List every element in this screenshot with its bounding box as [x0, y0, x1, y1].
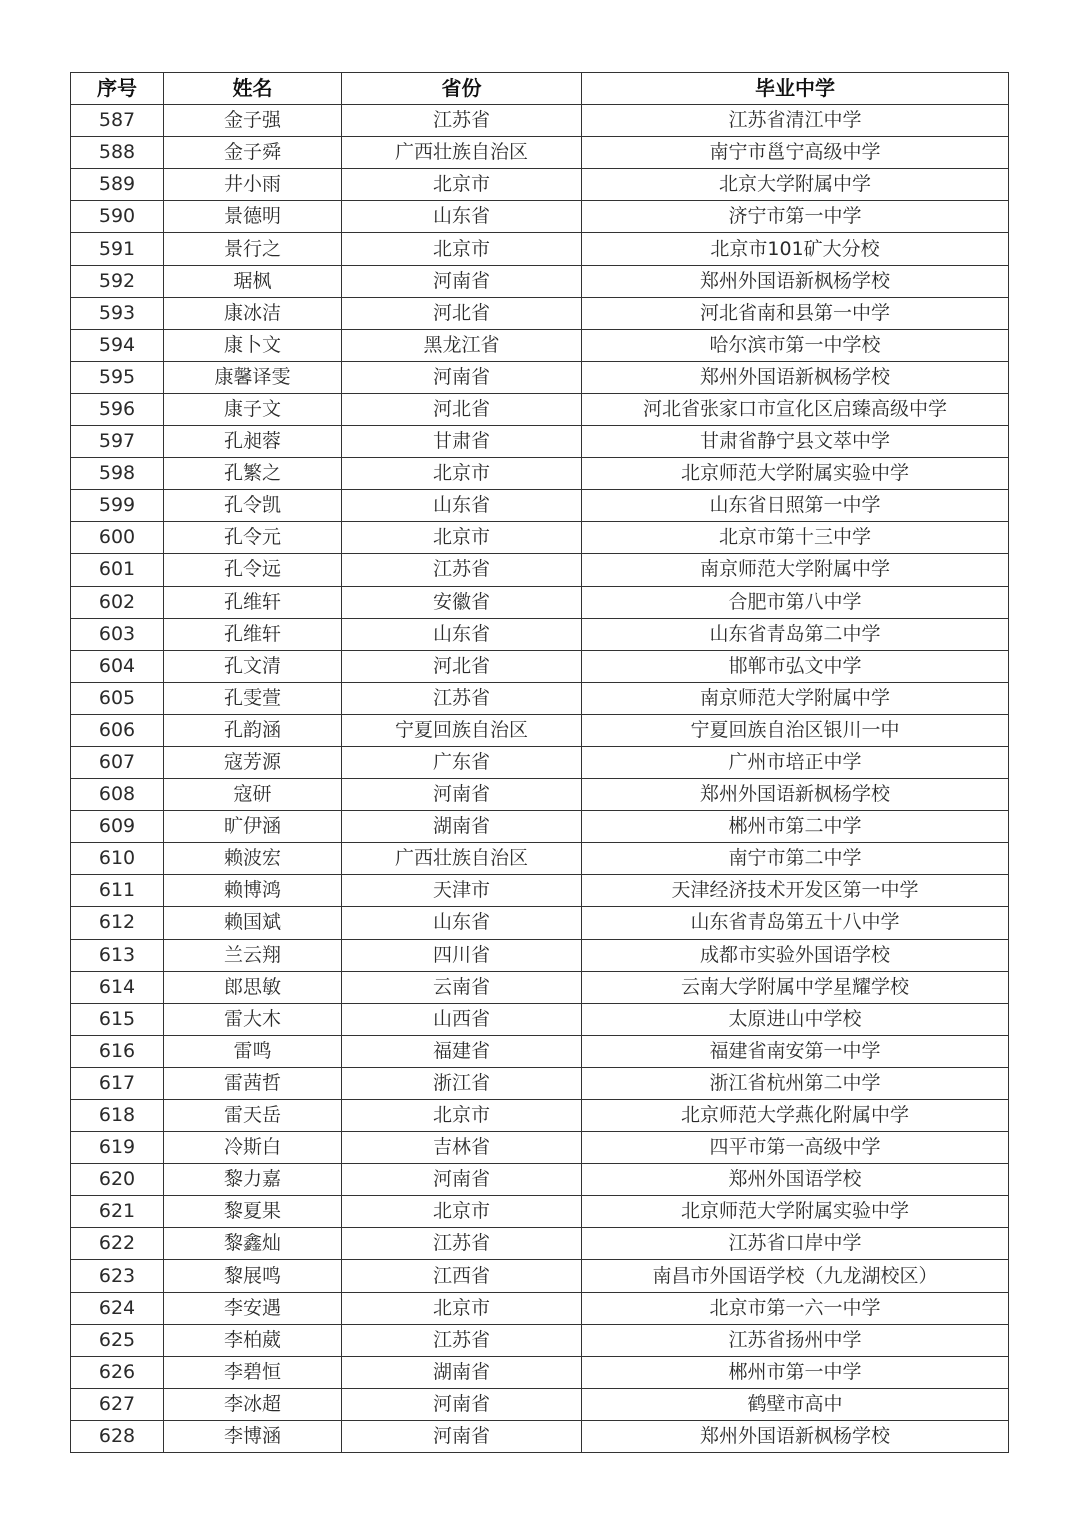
cell-name: 金子舜 — [164, 137, 342, 169]
cell-serial-number: 613 — [71, 939, 164, 971]
cell-serial-number: 623 — [71, 1260, 164, 1292]
cell-province: 河北省 — [342, 650, 582, 682]
cell-province: 广西壮族自治区 — [342, 137, 582, 169]
table-row — [71, 1132, 1009, 1164]
cell-serial-number: 625 — [71, 1324, 164, 1356]
cell-high-school: 福建省南安第一中学 — [582, 1035, 1009, 1067]
cell-high-school: 郴州市第一中学 — [582, 1356, 1009, 1388]
table-row — [71, 201, 1009, 233]
cell-serial-number: 612 — [71, 907, 164, 939]
cell-high-school: 北京师范大学燕化附属中学 — [582, 1100, 1009, 1132]
cell-province: 江苏省 — [342, 682, 582, 714]
cell-province: 河北省 — [342, 393, 582, 425]
table-row — [71, 971, 1009, 1003]
cell-high-school: 北京大学附属中学 — [582, 169, 1009, 201]
table-row — [71, 105, 1009, 137]
cell-serial-number: 620 — [71, 1164, 164, 1196]
cell-serial-number: 610 — [71, 843, 164, 875]
cell-high-school: 哈尔滨市第一中学校 — [582, 329, 1009, 361]
cell-province: 北京市 — [342, 1196, 582, 1228]
cell-province: 山东省 — [342, 907, 582, 939]
cell-serial-number: 596 — [71, 393, 164, 425]
cell-serial-number: 598 — [71, 458, 164, 490]
cell-province: 江苏省 — [342, 554, 582, 586]
cell-name: 赖波宏 — [164, 843, 342, 875]
cell-high-school: 郑州外国语新枫杨学校 — [582, 361, 1009, 393]
cell-serial-number: 591 — [71, 233, 164, 265]
table-row — [71, 875, 1009, 907]
cell-serial-number: 587 — [71, 105, 164, 137]
table-row — [71, 682, 1009, 714]
table-row — [71, 265, 1009, 297]
roster-table-container — [70, 72, 1008, 1453]
cell-high-school: 江苏省口岸中学 — [582, 1228, 1009, 1260]
cell-name: 赖国斌 — [164, 907, 342, 939]
cell-province: 河南省 — [342, 265, 582, 297]
cell-province: 江苏省 — [342, 105, 582, 137]
cell-province: 江苏省 — [342, 1324, 582, 1356]
cell-high-school: 天津经济技术开发区第一中学 — [582, 875, 1009, 907]
cell-name: 雷鸣 — [164, 1035, 342, 1067]
cell-serial-number: 597 — [71, 426, 164, 458]
cell-name: 雷茜哲 — [164, 1067, 342, 1099]
cell-name: 孔令元 — [164, 522, 342, 554]
table-row — [71, 618, 1009, 650]
cell-name: 景德明 — [164, 201, 342, 233]
cell-province: 北京市 — [342, 522, 582, 554]
cell-name: 康子文 — [164, 393, 342, 425]
cell-high-school: 江苏省清江中学 — [582, 105, 1009, 137]
cell-high-school: 山东省日照第一中学 — [582, 490, 1009, 522]
cell-name: 琚枫 — [164, 265, 342, 297]
cell-high-school: 南宁市第二中学 — [582, 843, 1009, 875]
cell-province: 云南省 — [342, 971, 582, 1003]
cell-province: 山东省 — [342, 618, 582, 650]
cell-serial-number: 611 — [71, 875, 164, 907]
cell-province: 河南省 — [342, 1164, 582, 1196]
table-row — [71, 1324, 1009, 1356]
cell-high-school: 山东省青岛第五十八中学 — [582, 907, 1009, 939]
header-high-school: 毕业中学 — [582, 73, 1009, 105]
table-row — [71, 1035, 1009, 1067]
cell-high-school: 郑州外国语新枫杨学校 — [582, 1420, 1009, 1452]
table-row — [71, 233, 1009, 265]
cell-high-school: 南昌市外国语学校（九龙湖校区） — [582, 1260, 1009, 1292]
cell-name: 孔繁之 — [164, 458, 342, 490]
cell-province: 北京市 — [342, 233, 582, 265]
cell-high-school: 南宁市邕宁高级中学 — [582, 137, 1009, 169]
table-row — [71, 811, 1009, 843]
cell-high-school: 四平市第一高级中学 — [582, 1132, 1009, 1164]
cell-province: 黑龙江省 — [342, 329, 582, 361]
cell-name: 孔令远 — [164, 554, 342, 586]
cell-province: 北京市 — [342, 1292, 582, 1324]
cell-province: 山东省 — [342, 490, 582, 522]
cell-province: 山东省 — [342, 201, 582, 233]
cell-province: 河南省 — [342, 779, 582, 811]
cell-high-school: 浙江省杭州第二中学 — [582, 1067, 1009, 1099]
table-row — [71, 1003, 1009, 1035]
cell-serial-number: 605 — [71, 682, 164, 714]
cell-name: 赖博鸿 — [164, 875, 342, 907]
cell-high-school: 成都市实验外国语学校 — [582, 939, 1009, 971]
cell-high-school: 北京市第一六一中学 — [582, 1292, 1009, 1324]
cell-province: 浙江省 — [342, 1067, 582, 1099]
cell-serial-number: 599 — [71, 490, 164, 522]
table-row — [71, 554, 1009, 586]
table-row — [71, 329, 1009, 361]
cell-serial-number: 606 — [71, 714, 164, 746]
table-row — [71, 1388, 1009, 1420]
cell-province: 四川省 — [342, 939, 582, 971]
cell-province: 江西省 — [342, 1260, 582, 1292]
table-row — [71, 1164, 1009, 1196]
table-row — [71, 586, 1009, 618]
cell-name: 康冰洁 — [164, 297, 342, 329]
cell-serial-number: 609 — [71, 811, 164, 843]
table-row — [71, 1100, 1009, 1132]
cell-serial-number: 618 — [71, 1100, 164, 1132]
cell-name: 黎展鸣 — [164, 1260, 342, 1292]
cell-name: 李安遇 — [164, 1292, 342, 1324]
cell-serial-number: 614 — [71, 971, 164, 1003]
cell-province: 广东省 — [342, 746, 582, 778]
cell-high-school: 合肥市第八中学 — [582, 586, 1009, 618]
table-row — [71, 907, 1009, 939]
cell-serial-number: 621 — [71, 1196, 164, 1228]
cell-high-school: 宁夏回族自治区银川一中 — [582, 714, 1009, 746]
table-row — [71, 1292, 1009, 1324]
table-row — [71, 1260, 1009, 1292]
cell-serial-number: 603 — [71, 618, 164, 650]
table-row — [71, 1196, 1009, 1228]
table-header — [71, 73, 1009, 105]
cell-province: 吉林省 — [342, 1132, 582, 1164]
cell-name: 郎思敏 — [164, 971, 342, 1003]
cell-province: 河南省 — [342, 1420, 582, 1452]
cell-serial-number: 595 — [71, 361, 164, 393]
cell-province: 福建省 — [342, 1035, 582, 1067]
cell-name: 雷天岳 — [164, 1100, 342, 1132]
cell-name: 寇芳源 — [164, 746, 342, 778]
cell-name: 李博涵 — [164, 1420, 342, 1452]
cell-name: 雷大木 — [164, 1003, 342, 1035]
cell-serial-number: 601 — [71, 554, 164, 586]
table-row — [71, 779, 1009, 811]
cell-high-school: 山东省青岛第二中学 — [582, 618, 1009, 650]
cell-name: 李碧恒 — [164, 1356, 342, 1388]
cell-name: 黎夏果 — [164, 1196, 342, 1228]
cell-province: 安徽省 — [342, 586, 582, 618]
cell-high-school: 鹤壁市高中 — [582, 1388, 1009, 1420]
cell-serial-number: 607 — [71, 746, 164, 778]
cell-name: 孔令凯 — [164, 490, 342, 522]
table-row — [71, 169, 1009, 201]
header-serial-number: 序号 — [71, 73, 164, 105]
cell-high-school: 北京师范大学附属实验中学 — [582, 458, 1009, 490]
table-row — [71, 650, 1009, 682]
cell-name: 黎鑫灿 — [164, 1228, 342, 1260]
table-row — [71, 522, 1009, 554]
cell-name: 孔维轩 — [164, 618, 342, 650]
table-row — [71, 297, 1009, 329]
cell-high-school: 北京师范大学附属实验中学 — [582, 1196, 1009, 1228]
header-row — [71, 73, 1009, 105]
cell-name: 康卜文 — [164, 329, 342, 361]
cell-high-school: 河北省张家口市宣化区启臻高级中学 — [582, 393, 1009, 425]
cell-high-school: 南京师范大学附属中学 — [582, 682, 1009, 714]
cell-name: 李柏葳 — [164, 1324, 342, 1356]
cell-province: 湖南省 — [342, 1356, 582, 1388]
table-row — [71, 426, 1009, 458]
cell-province: 北京市 — [342, 458, 582, 490]
table-row — [71, 490, 1009, 522]
cell-serial-number: 589 — [71, 169, 164, 201]
table-row — [71, 1420, 1009, 1452]
cell-province: 湖南省 — [342, 811, 582, 843]
table-row — [71, 393, 1009, 425]
cell-serial-number: 594 — [71, 329, 164, 361]
cell-high-school: 江苏省扬州中学 — [582, 1324, 1009, 1356]
cell-serial-number: 590 — [71, 201, 164, 233]
cell-name: 兰云翔 — [164, 939, 342, 971]
cell-high-school: 广州市培正中学 — [582, 746, 1009, 778]
table-row — [71, 361, 1009, 393]
cell-serial-number: 615 — [71, 1003, 164, 1035]
table-body — [71, 105, 1009, 1453]
header-name: 姓名 — [164, 73, 342, 105]
table-row — [71, 1356, 1009, 1388]
header-province: 省份 — [342, 73, 582, 105]
cell-high-school: 太原进山中学校 — [582, 1003, 1009, 1035]
cell-name: 康馨译雯 — [164, 361, 342, 393]
cell-serial-number: 593 — [71, 297, 164, 329]
cell-high-school: 郑州外国语学校 — [582, 1164, 1009, 1196]
table-row — [71, 746, 1009, 778]
cell-name: 井小雨 — [164, 169, 342, 201]
cell-serial-number: 602 — [71, 586, 164, 618]
cell-high-school: 云南大学附属中学星耀学校 — [582, 971, 1009, 1003]
cell-high-school: 北京市101矿大分校 — [582, 233, 1009, 265]
cell-serial-number: 626 — [71, 1356, 164, 1388]
cell-name: 金子强 — [164, 105, 342, 137]
cell-name: 寇研 — [164, 779, 342, 811]
cell-high-school: 郴州市第二中学 — [582, 811, 1009, 843]
cell-high-school: 南京师范大学附属中学 — [582, 554, 1009, 586]
cell-serial-number: 628 — [71, 1420, 164, 1452]
cell-serial-number: 619 — [71, 1132, 164, 1164]
cell-province: 北京市 — [342, 1100, 582, 1132]
cell-serial-number: 608 — [71, 779, 164, 811]
cell-name: 旷伊涵 — [164, 811, 342, 843]
cell-name: 孔维轩 — [164, 586, 342, 618]
cell-serial-number: 627 — [71, 1388, 164, 1420]
cell-province: 宁夏回族自治区 — [342, 714, 582, 746]
table-row — [71, 458, 1009, 490]
cell-high-school: 济宁市第一中学 — [582, 201, 1009, 233]
cell-name: 景行之 — [164, 233, 342, 265]
cell-province: 河北省 — [342, 297, 582, 329]
cell-province: 江苏省 — [342, 1228, 582, 1260]
cell-name: 孔雯萱 — [164, 682, 342, 714]
cell-name: 李冰超 — [164, 1388, 342, 1420]
table-row — [71, 843, 1009, 875]
cell-province: 山西省 — [342, 1003, 582, 1035]
cell-province: 天津市 — [342, 875, 582, 907]
cell-name: 孔韵涵 — [164, 714, 342, 746]
cell-name: 黎力嘉 — [164, 1164, 342, 1196]
cell-province: 河南省 — [342, 361, 582, 393]
cell-serial-number: 624 — [71, 1292, 164, 1324]
cell-serial-number: 616 — [71, 1035, 164, 1067]
cell-high-school: 郑州外国语新枫杨学校 — [582, 779, 1009, 811]
cell-name: 冷斯白 — [164, 1132, 342, 1164]
cell-serial-number: 592 — [71, 265, 164, 297]
cell-serial-number: 622 — [71, 1228, 164, 1260]
cell-high-school: 甘肃省静宁县文萃中学 — [582, 426, 1009, 458]
table-row — [71, 939, 1009, 971]
cell-serial-number: 600 — [71, 522, 164, 554]
cell-high-school: 郑州外国语新枫杨学校 — [582, 265, 1009, 297]
cell-serial-number: 617 — [71, 1067, 164, 1099]
cell-name: 孔文清 — [164, 650, 342, 682]
table-row — [71, 1228, 1009, 1260]
table-row — [71, 714, 1009, 746]
table-row — [71, 137, 1009, 169]
cell-province: 北京市 — [342, 169, 582, 201]
cell-serial-number: 604 — [71, 650, 164, 682]
cell-province: 广西壮族自治区 — [342, 843, 582, 875]
table-row — [71, 1067, 1009, 1099]
cell-province: 甘肃省 — [342, 426, 582, 458]
cell-high-school: 北京市第十三中学 — [582, 522, 1009, 554]
roster-table — [70, 72, 1009, 1453]
cell-high-school: 邯郸市弘文中学 — [582, 650, 1009, 682]
cell-serial-number: 588 — [71, 137, 164, 169]
cell-name: 孔昶蓉 — [164, 426, 342, 458]
cell-province: 河南省 — [342, 1388, 582, 1420]
cell-high-school: 河北省南和县第一中学 — [582, 297, 1009, 329]
